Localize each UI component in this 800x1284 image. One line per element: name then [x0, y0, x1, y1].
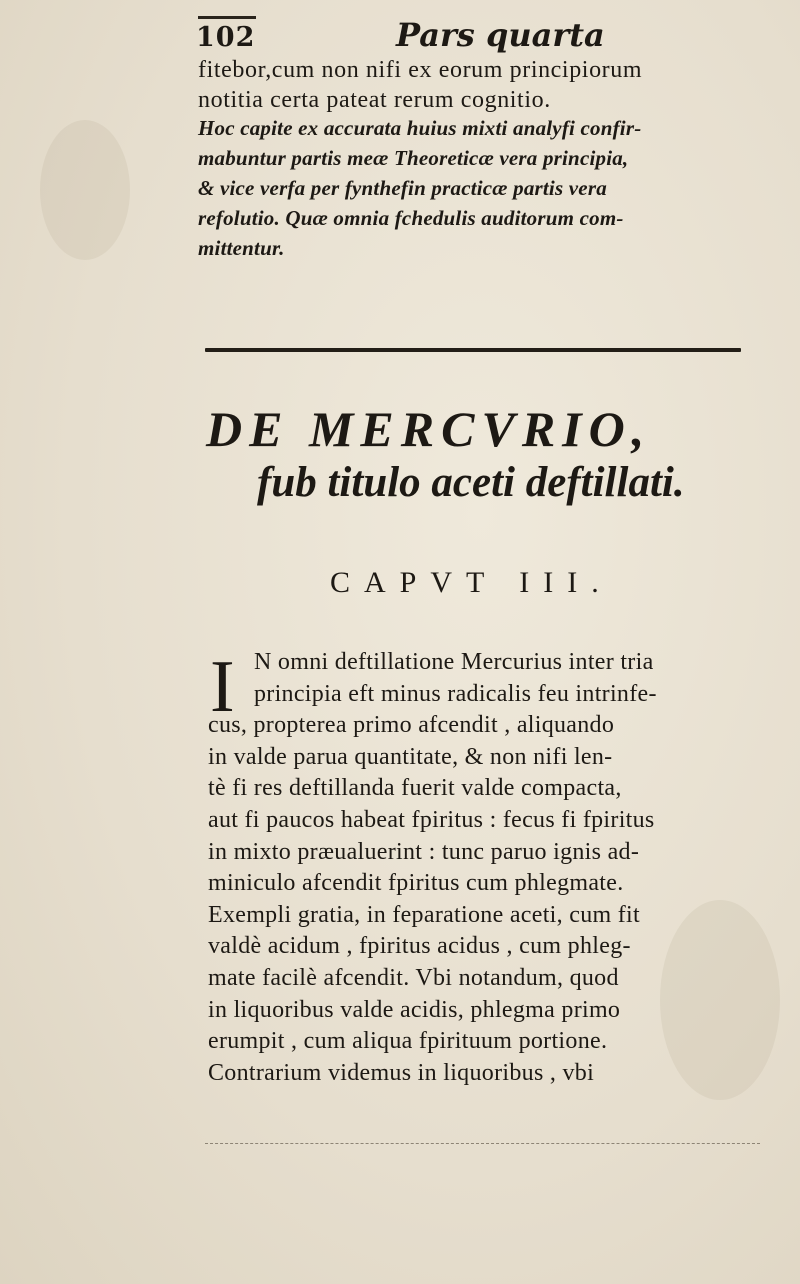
intro-line: notitia certa pateat rerum cognitio.	[198, 87, 551, 113]
body-line: aut fi paucos habeat fpiritus : fecus fi fpiritus	[208, 806, 655, 833]
body-line: N omni deftillatione Mercurius inter tria	[254, 649, 654, 675]
body-line: Exempli gratia, in feparatione aceti, cum fit	[208, 901, 640, 928]
page-number: 102	[196, 22, 256, 53]
body-paragraph	[208, 646, 768, 1092]
body-line: valdè acidum , fpiritus acidus , cum phleg-	[208, 933, 631, 960]
body-line: cus, propterea primo afcendit , aliquando	[208, 712, 615, 739]
intro-italic-line: mabuntur partis meæ Theoreticæ vera principia,	[198, 146, 629, 170]
section-title: DE MERCVRIO,	[206, 401, 652, 457]
intro-italic-line: & vice verfa per fynthefin practicæ partis vera	[198, 176, 607, 200]
section-divider	[205, 348, 741, 352]
body-line: in valde parua quantitate, & non nifi len-	[208, 743, 613, 770]
body-line: mate facilè afcendit. Vbi notandum, quod	[208, 964, 619, 991]
body-line: erumpit , cum aliqua fpirituum portione.	[208, 1028, 608, 1055]
body-line: principia eft minus radicalis feu intrinfe-	[254, 680, 657, 707]
intro-italic-line: refolutio. Quæ omnia fchedulis auditorum com-	[198, 206, 624, 230]
chapter-heading: CAPVT III.	[330, 566, 613, 599]
paper-stain	[40, 120, 130, 260]
body-line: in mixto præualuerint : tunc paruo ignis ad-	[208, 838, 640, 865]
body-line: miniculo afcendit fpiritus cum phlegmate.	[208, 870, 624, 897]
section-subtitle: fub titulo aceti deftillati.	[257, 459, 685, 506]
intro-italic-line: mittentur.	[198, 236, 285, 260]
running-title: Pars quarta	[396, 16, 605, 54]
body-line: tè fi res deftillanda fuerit valde compacta,	[208, 775, 622, 802]
intro-italic-line: Hoc capite ex accurata huius mixti analyfi confir-	[198, 116, 642, 140]
body-line: Contrarium videmus in liquoribus , vbi	[208, 1059, 595, 1086]
body-line: in liquoribus valde acidis, phlegma primo	[208, 996, 621, 1023]
intro-line: fitebor,cum non nifi ex eorum principiorum	[198, 57, 643, 83]
drop-cap-initial: I	[210, 646, 235, 728]
bottom-rule	[205, 1143, 760, 1144]
intro-paragraph	[198, 58, 764, 268]
